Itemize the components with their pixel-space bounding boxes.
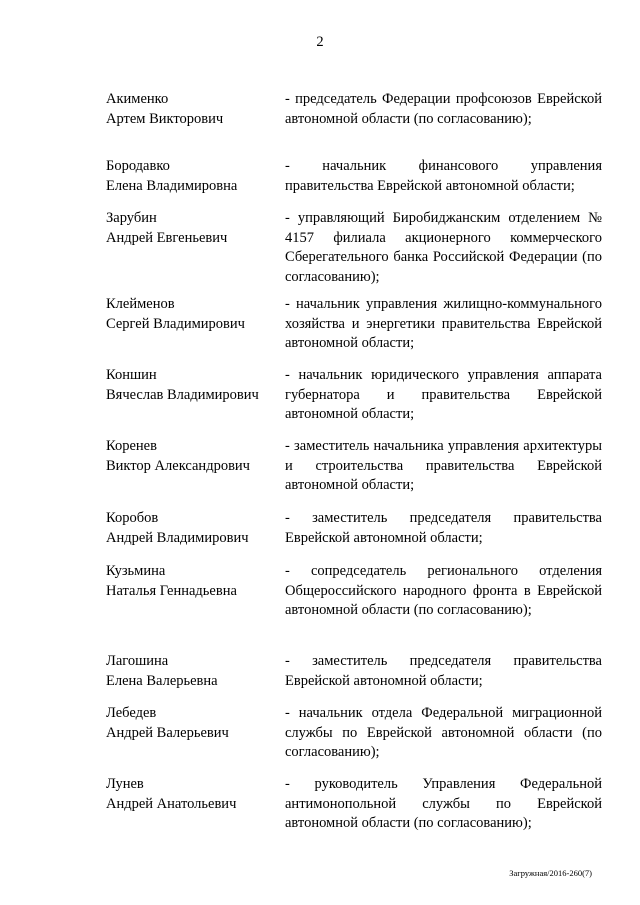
- member-surname: Коншин: [106, 367, 157, 383]
- document-footer-code: Загружная/2016-260(7): [509, 868, 592, 878]
- member-position: - заместитель начальника управления архитектуры и строительства правительства Еврейской автономной области;: [285, 438, 602, 493]
- member-position: - заместитель председателя правительства Еврейской автономной области;: [285, 510, 602, 546]
- member-surname: Акименко: [106, 91, 169, 107]
- member-position: - председатель Федерации профсоюзов Еврейской автономной области (по согласованию);: [285, 91, 602, 127]
- member-given-names: Сергей Владимирович: [106, 315, 245, 332]
- member-position: - заместитель председателя правительства Еврейской автономной области;: [285, 653, 602, 689]
- member-name: [106, 562, 281, 601]
- member-position: - начальник юридического управления аппарата губернатора и правительства Еврейской автономной области;: [285, 367, 602, 422]
- member-given-names: Андрей Евгеньевич: [106, 229, 228, 246]
- member-name: [106, 437, 281, 476]
- member-surname: Кузьмина: [106, 563, 166, 579]
- member-surname: Лагошина: [106, 653, 169, 669]
- member-surname: Коробов: [106, 510, 159, 526]
- member-given-names: Андрей Анатольевич: [106, 795, 237, 812]
- member-surname: Бородавко: [106, 158, 170, 174]
- member-surname: Лебедев: [106, 705, 157, 721]
- member-surname: Коренев: [106, 438, 157, 454]
- member-surname: Клейменов: [106, 296, 175, 312]
- member-position: - начальник отдела Федеральной миграционной службы по Еврейской автономной области (по согласованию);: [285, 705, 602, 760]
- member-given-names: Виктор Александрович: [106, 457, 250, 474]
- member-given-names: Вячеслав Владимирович: [106, 386, 259, 403]
- member-name: [106, 90, 281, 129]
- member-given-names: Андрей Валерьевич: [106, 724, 229, 741]
- member-position: - управляющий Биробиджанским отделением № 4157 филиала акционерного коммерческого Сберегательного банка Российской Федерации (по согласованию);: [285, 210, 602, 285]
- member-position: - руководитель Управления Федеральной антимонопольной службы по Еврейской автономной области (по согласованию);: [285, 776, 602, 831]
- member-given-names: Артем Викторович: [106, 110, 224, 127]
- page-number: 2: [316, 34, 324, 50]
- member-position: - начальник финансового управления правительства Еврейской автономной области;: [285, 158, 602, 194]
- member-position: - сопредседатель регионального отделения Общероссийского народного фронта в Еврейской автономной области (по согласованию);: [285, 563, 602, 618]
- member-name: [106, 652, 281, 691]
- member-surname: Лунев: [106, 776, 144, 792]
- member-given-names: Елена Владимировна: [106, 177, 238, 194]
- member-given-names: Наталья Геннадьевна: [106, 582, 237, 599]
- member-name: [106, 295, 281, 334]
- member-given-names: Андрей Владимирович: [106, 529, 249, 546]
- member-position: - начальник управления жилищно-коммунального хозяйства и энергетики правительства Еврейской автономной области;: [285, 296, 602, 351]
- member-surname: Зарубин: [106, 210, 157, 226]
- member-name: [106, 366, 281, 405]
- member-name: [106, 209, 281, 248]
- member-name: [106, 509, 281, 548]
- member-name: [106, 775, 281, 814]
- member-name: [106, 704, 281, 743]
- member-name: [106, 157, 281, 196]
- member-given-names: Елена Валерьевна: [106, 672, 218, 689]
